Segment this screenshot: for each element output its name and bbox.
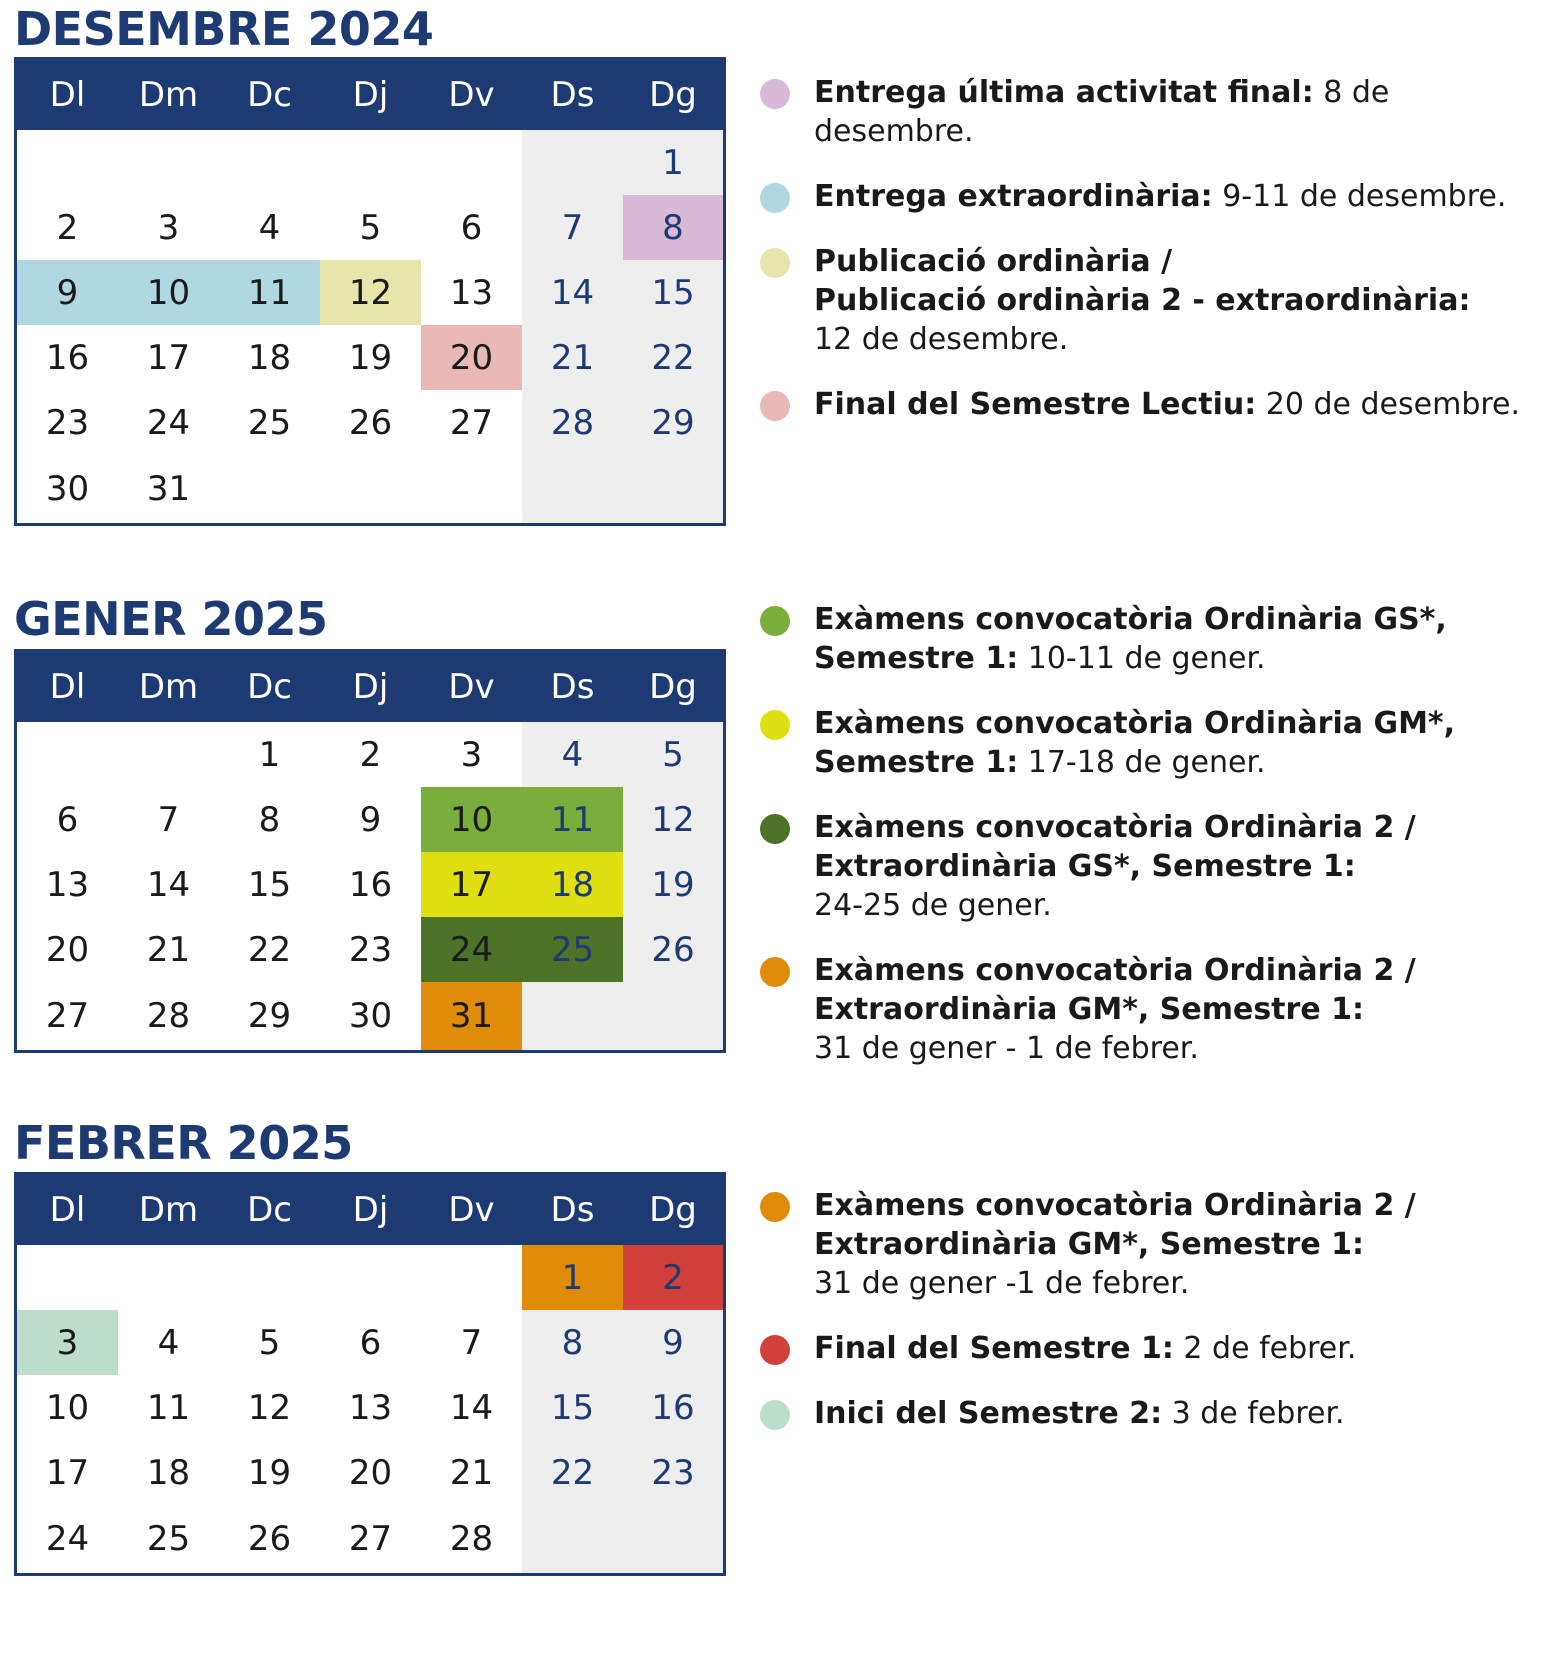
- legend-label: Exàmens convocatòria Ordinària GM*, Semestre 1:: [814, 706, 1456, 780]
- empty-cell: [118, 130, 219, 195]
- day-cell: 12: [320, 260, 421, 325]
- day-cell: 11: [146, 1387, 191, 1428]
- day-cell: 10: [118, 260, 219, 325]
- day-cell: 7: [561, 207, 584, 248]
- legend-color-dot-icon: [760, 710, 790, 740]
- week-row: [17, 1440, 723, 1505]
- day-cell: 14: [449, 1387, 494, 1428]
- day-cell: 24: [421, 917, 522, 982]
- legend-label: Exàmens convocatòria Ordinària GS*, Semestre 1:: [814, 602, 1447, 676]
- day-cell: 22: [651, 337, 695, 378]
- legend-item: [760, 600, 1455, 678]
- empty-cell: [522, 455, 623, 523]
- day-cell: 16: [651, 1387, 695, 1428]
- day-cell: 29: [247, 996, 292, 1036]
- day-cell: 5: [359, 207, 382, 248]
- weekday-dm: Dm: [138, 1190, 199, 1230]
- week-row: [17, 852, 723, 917]
- day-cell: 30: [348, 996, 393, 1036]
- empty-cell: [219, 455, 320, 523]
- day-cell: 23: [45, 402, 90, 443]
- legend-color-dot-icon: [760, 391, 790, 421]
- legend-color-dot-icon: [760, 1192, 790, 1222]
- day-cell: 12: [651, 799, 695, 840]
- empty-cell: [17, 1245, 118, 1310]
- legend-date: 17-18 de gener.: [1018, 745, 1266, 780]
- legend-date: 8 de desembre.: [814, 75, 1390, 149]
- legend-item: [760, 951, 1455, 1068]
- legend-item: [760, 1394, 1416, 1433]
- day-cell: 5: [662, 734, 684, 775]
- day-cell: 25: [247, 402, 292, 443]
- legend-item: [760, 704, 1455, 782]
- day-cell: 13: [45, 864, 90, 905]
- empty-cell: [17, 722, 118, 787]
- legend-item: [760, 385, 1558, 424]
- legend-date: 31 de gener -1 de febrer.: [814, 1266, 1190, 1301]
- legend-color-dot-icon: [760, 1400, 790, 1430]
- day-cell: 15: [651, 272, 695, 313]
- day-cell: 9: [17, 260, 118, 325]
- day-cell: 28: [146, 996, 191, 1036]
- legend-gener: [760, 600, 1455, 1068]
- legend-item: [760, 1329, 1416, 1368]
- legend-item: [760, 808, 1455, 925]
- day-cell: 26: [651, 929, 695, 970]
- day-cell: 28: [550, 402, 595, 443]
- legend-color-dot-icon: [760, 957, 790, 987]
- weekday-dj: Dj: [352, 1190, 389, 1230]
- weekday-header: [17, 1175, 723, 1245]
- calendar-gener: [14, 649, 726, 1053]
- legend-label: Exàmens convocatòria Ordinària 2 / Extraordinària GM*, Semestre 1:: [814, 1188, 1416, 1262]
- day-cell: 3: [17, 1310, 118, 1375]
- day-cell: 19: [348, 337, 393, 378]
- week-row: [17, 390, 723, 455]
- day-cell: 17: [146, 337, 191, 378]
- day-cell: 21: [449, 1452, 494, 1493]
- day-cell: 1: [258, 734, 281, 775]
- day-cell: 22: [550, 1452, 595, 1493]
- legend-color-dot-icon: [760, 1335, 790, 1365]
- day-cell: 26: [247, 1519, 292, 1559]
- legend-date: 31 de gener - 1 de febrer.: [814, 1031, 1199, 1066]
- day-cell: 10: [45, 1387, 90, 1428]
- legend-label: Entrega última activitat final:: [814, 75, 1314, 110]
- day-cell: 19: [247, 1452, 292, 1493]
- empty-cell: [421, 1245, 522, 1310]
- weekday-dv: Dv: [448, 75, 495, 115]
- legend-label: Final del Semestre Lectiu:: [814, 387, 1257, 422]
- legend-text: [814, 1329, 1416, 1368]
- calendar-body: [17, 1245, 723, 1573]
- week-row: [17, 455, 723, 523]
- day-cell: 2: [359, 734, 382, 775]
- day-cell: 4: [157, 1322, 180, 1363]
- legend-item: [760, 1186, 1416, 1303]
- legend-date: 9-11 de desembre.: [1212, 179, 1507, 214]
- day-cell: 2: [623, 1245, 723, 1310]
- legend-date: 3 de febrer.: [1162, 1396, 1345, 1431]
- week-row: [17, 1310, 723, 1375]
- month-title-desembre: DESEMBRE 2024: [14, 2, 434, 56]
- day-cell: 20: [348, 1452, 393, 1493]
- week-row: [17, 982, 723, 1050]
- weekday-dj: Dj: [352, 667, 389, 707]
- weekday-dl: Dl: [49, 667, 86, 707]
- weekday-dj: Dj: [352, 75, 389, 115]
- calendar-body: [17, 130, 723, 523]
- legend-label: Inici del Semestre 2:: [814, 1396, 1163, 1431]
- weekday-dl: Dl: [49, 75, 86, 115]
- day-cell: 27: [45, 996, 90, 1036]
- legend-text: [814, 1186, 1416, 1303]
- weekday-dg: Dg: [649, 75, 697, 115]
- day-cell: 18: [247, 337, 292, 378]
- legend-color-dot-icon: [760, 814, 790, 844]
- empty-cell: [320, 130, 421, 195]
- legend-text: [814, 600, 1455, 678]
- weekday-dm: Dm: [138, 667, 199, 707]
- day-cell: 3: [157, 207, 180, 248]
- weekday-ds: Ds: [550, 667, 595, 707]
- weekday-ds: Ds: [550, 75, 595, 115]
- day-cell: 27: [348, 1519, 393, 1559]
- day-cell: 6: [56, 799, 79, 840]
- legend-color-dot-icon: [760, 183, 790, 213]
- day-cell: 29: [651, 402, 695, 443]
- week-row: [17, 787, 723, 852]
- legend-color-dot-icon: [760, 606, 790, 636]
- day-cell: 6: [359, 1322, 382, 1363]
- day-cell: 26: [348, 402, 393, 443]
- week-row: [17, 1375, 723, 1440]
- day-cell: 21: [146, 929, 191, 970]
- day-cell: 18: [522, 852, 623, 917]
- empty-cell: [219, 130, 320, 195]
- empty-cell: [522, 130, 623, 195]
- legend-date: 20 de desembre.: [1256, 387, 1521, 422]
- legend-label: Exàmens convocatòria Ordinària 2 / Extraordinària GS*, Semestre 1:: [814, 810, 1416, 884]
- day-cell: 15: [550, 1387, 595, 1428]
- day-cell: 16: [348, 864, 393, 905]
- legend-label: Entrega extraordinària:: [814, 179, 1213, 214]
- legend-date: 24-25 de gener.: [814, 888, 1052, 923]
- day-cell: 10: [421, 787, 522, 852]
- day-cell: 14: [550, 272, 595, 313]
- legend-text: [814, 1394, 1416, 1433]
- legend-text: [814, 385, 1558, 424]
- day-cell: 7: [460, 1322, 483, 1363]
- weekday-header: [17, 652, 723, 722]
- legend-label: Exàmens convocatòria Ordinària 2 / Extraordinària GM*, Semestre 1:: [814, 953, 1416, 1027]
- empty-cell: [623, 455, 723, 523]
- weekday-ds: Ds: [550, 1190, 595, 1230]
- day-cell: 11: [219, 260, 320, 325]
- empty-cell: [421, 130, 522, 195]
- day-cell: 4: [258, 207, 281, 248]
- day-cell: 8: [258, 799, 281, 840]
- weekday-dg: Dg: [649, 667, 697, 707]
- day-cell: 24: [45, 1519, 90, 1559]
- legend-item: [760, 242, 1558, 359]
- week-row: [17, 260, 723, 325]
- calendar-desembre: [14, 57, 726, 526]
- day-cell: 1: [662, 142, 684, 183]
- day-cell: 25: [522, 917, 623, 982]
- day-cell: 23: [651, 1452, 695, 1493]
- legend-text: [814, 73, 1558, 151]
- day-cell: 6: [460, 207, 483, 248]
- day-cell: 22: [247, 929, 292, 970]
- day-cell: 25: [146, 1519, 191, 1559]
- day-cell: 18: [146, 1452, 191, 1493]
- day-cell: 17: [45, 1452, 90, 1493]
- day-cell: 5: [258, 1322, 281, 1363]
- empty-cell: [320, 1245, 421, 1310]
- legend-febrer: [760, 1186, 1416, 1433]
- empty-cell: [522, 1505, 623, 1573]
- day-cell: 14: [146, 864, 191, 905]
- day-cell: 11: [522, 787, 623, 852]
- day-cell: 15: [247, 864, 292, 905]
- empty-cell: [320, 455, 421, 523]
- day-cell: 3: [460, 734, 483, 775]
- day-cell: 9: [662, 1322, 684, 1363]
- week-row: [17, 130, 723, 195]
- week-row: [17, 1505, 723, 1573]
- week-row: [17, 195, 723, 260]
- empty-cell: [623, 1505, 723, 1573]
- weekday-dv: Dv: [448, 667, 495, 707]
- day-cell: 4: [561, 734, 584, 775]
- weekday-dm: Dm: [138, 75, 199, 115]
- weekday-dl: Dl: [49, 1190, 86, 1230]
- weekday-dv: Dv: [448, 1190, 495, 1230]
- weekday-dc: Dc: [247, 1190, 292, 1230]
- legend-text: [814, 951, 1455, 1068]
- month-title-gener: GENER 2025: [14, 592, 328, 646]
- weekday-dc: Dc: [247, 667, 292, 707]
- legend-desembre: [760, 73, 1558, 424]
- legend-text: [814, 177, 1558, 216]
- day-cell: 16: [45, 337, 90, 378]
- empty-cell: [17, 130, 118, 195]
- weekday-header: [17, 60, 723, 130]
- empty-cell: [118, 722, 219, 787]
- legend-label: Publicació ordinària / Publicació ordinària 2 - extraordinària:: [814, 244, 1471, 318]
- legend-text: [814, 242, 1558, 359]
- legend-item: [760, 177, 1558, 216]
- weekday-dc: Dc: [247, 75, 292, 115]
- day-cell: 2: [56, 207, 79, 248]
- day-cell: 20: [421, 325, 522, 390]
- legend-text: [814, 808, 1455, 925]
- day-cell: 24: [146, 402, 191, 443]
- legend-date: 10-11 de gener.: [1018, 641, 1266, 676]
- week-row: [17, 1245, 723, 1310]
- empty-cell: [421, 455, 522, 523]
- day-cell: 20: [45, 929, 90, 970]
- weekday-dg: Dg: [649, 1190, 697, 1230]
- day-cell: 17: [421, 852, 522, 917]
- day-cell: 1: [522, 1245, 623, 1310]
- empty-cell: [118, 1245, 219, 1310]
- week-row: [17, 722, 723, 787]
- legend-date: 2 de febrer.: [1173, 1331, 1357, 1366]
- day-cell: 8: [561, 1322, 584, 1363]
- day-cell: 23: [348, 929, 393, 970]
- day-cell: 13: [449, 272, 494, 313]
- legend-date: 12 de desembre.: [814, 322, 1069, 357]
- day-cell: 27: [449, 402, 494, 443]
- legend-color-dot-icon: [760, 79, 790, 109]
- legend-color-dot-icon: [760, 248, 790, 278]
- day-cell: 30: [45, 469, 90, 509]
- day-cell: 12: [247, 1387, 292, 1428]
- day-cell: 28: [449, 1519, 494, 1559]
- day-cell: 19: [651, 864, 695, 905]
- week-row: [17, 917, 723, 982]
- legend-label: Final del Semestre 1:: [814, 1331, 1174, 1366]
- empty-cell: [623, 982, 723, 1050]
- empty-cell: [219, 1245, 320, 1310]
- day-cell: 31: [146, 469, 191, 509]
- month-title-febrer: FEBRER 2025: [14, 1116, 353, 1170]
- day-cell: 9: [359, 799, 382, 840]
- empty-cell: [522, 982, 623, 1050]
- legend-text: [814, 704, 1455, 782]
- legend-item: [760, 73, 1558, 151]
- day-cell: 8: [623, 195, 723, 260]
- calendar-body: [17, 722, 723, 1050]
- day-cell: 31: [421, 982, 522, 1050]
- day-cell: 21: [550, 337, 595, 378]
- calendar-febrer: [14, 1172, 726, 1576]
- day-cell: 13: [348, 1387, 393, 1428]
- day-cell: 7: [157, 799, 180, 840]
- week-row: [17, 325, 723, 390]
